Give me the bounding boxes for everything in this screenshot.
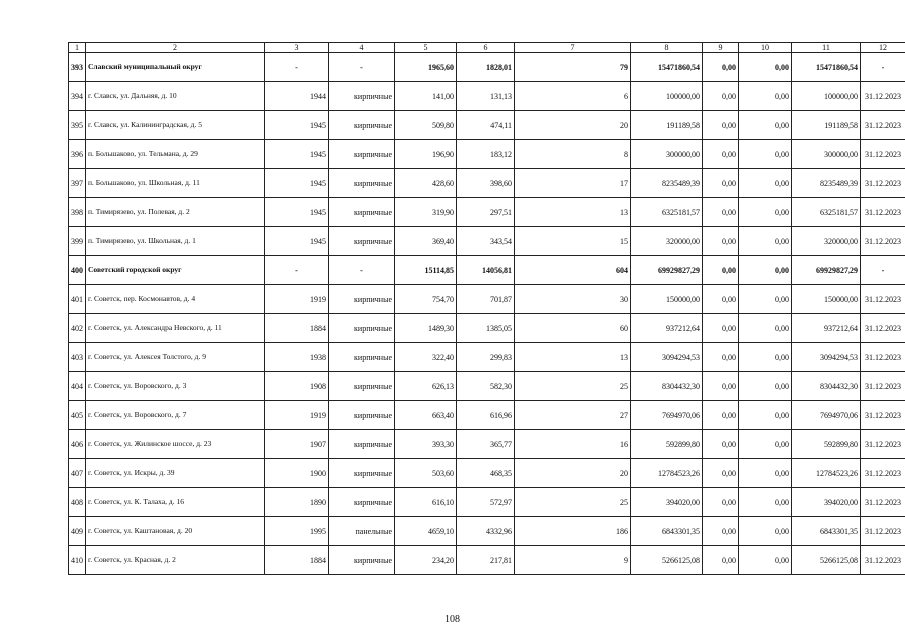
address-cell: г. Славск, ул. Дальняя, д. 10 xyxy=(86,82,265,111)
living-area-cell: 474,11 xyxy=(457,111,515,140)
address-cell: г. Советск, ул. Жилинское шоссе, д. 23 xyxy=(86,430,265,459)
cost-budget-cell: 0,00 xyxy=(739,372,792,401)
table-row xyxy=(69,82,905,111)
living-area-cell: 365,77 xyxy=(457,430,515,459)
completion-date-cell: 31.12.2023 xyxy=(861,314,905,343)
address-cell: п. Тимирязево, ул. Полевая, д. 2 xyxy=(86,198,265,227)
table-row xyxy=(69,401,905,430)
year-cell: 1907 xyxy=(265,430,329,459)
cost-total-cell: 100000,00 xyxy=(631,82,703,111)
material-cell: панельные xyxy=(329,517,395,546)
residents-count-cell: 16 xyxy=(515,430,631,459)
column-number-row xyxy=(69,43,905,53)
cost-total-cell: 69929827,29 xyxy=(631,256,703,285)
cost-budget-cell: 0,00 xyxy=(739,546,792,575)
material-cell: кирпичные xyxy=(329,82,395,111)
material-cell: - xyxy=(329,53,395,82)
total-area-cell: 616,10 xyxy=(395,488,457,517)
cost-budget-cell: 0,00 xyxy=(739,227,792,256)
district-total-row xyxy=(69,53,905,82)
material-cell: кирпичные xyxy=(329,169,395,198)
cost-total-cell: 8304432,30 xyxy=(631,372,703,401)
cost-fund-cell: 0,00 xyxy=(703,169,739,198)
cost-total-cell: 592899,80 xyxy=(631,430,703,459)
material-cell: кирпичные xyxy=(329,343,395,372)
column-number-cell: 10 xyxy=(739,43,792,53)
completion-date-cell: 31.12.2023 xyxy=(861,198,905,227)
cost-fund-cell: 0,00 xyxy=(703,82,739,111)
cost-budget-cell: 0,00 xyxy=(739,169,792,198)
cost-budget-cell: 0,00 xyxy=(739,285,792,314)
cost-fund-cell: 0,00 xyxy=(703,140,739,169)
address-cell: Славский муниципальный округ xyxy=(86,53,265,82)
living-area-cell: 1828,01 xyxy=(457,53,515,82)
material-cell: кирпичные xyxy=(329,198,395,227)
cost-other-cell: 300000,00 xyxy=(792,140,861,169)
cost-fund-cell: 0,00 xyxy=(703,343,739,372)
material-cell: кирпичные xyxy=(329,140,395,169)
year-cell: 1919 xyxy=(265,401,329,430)
completion-date-cell: 31.12.2023 xyxy=(861,343,905,372)
year-cell: 1945 xyxy=(265,111,329,140)
living-area-cell: 14056,81 xyxy=(457,256,515,285)
completion-date-cell: 31.12.2023 xyxy=(861,517,905,546)
cost-total-cell: 394020,00 xyxy=(631,488,703,517)
living-area-cell: 701,87 xyxy=(457,285,515,314)
year-cell: 1919 xyxy=(265,285,329,314)
cost-other-cell: 394020,00 xyxy=(792,488,861,517)
cost-fund-cell: 0,00 xyxy=(703,517,739,546)
row-number-cell: 397 xyxy=(69,169,86,198)
year-cell: - xyxy=(265,256,329,285)
completion-date-cell: 31.12.2023 xyxy=(861,459,905,488)
cost-fund-cell: 0,00 xyxy=(703,401,739,430)
address-cell: г. Советск, ул. Красная, д. 2 xyxy=(86,546,265,575)
cost-budget-cell: 0,00 xyxy=(739,82,792,111)
total-area-cell: 503,60 xyxy=(395,459,457,488)
total-area-cell: 428,60 xyxy=(395,169,457,198)
cost-budget-cell: 0,00 xyxy=(739,140,792,169)
table-row xyxy=(69,430,905,459)
cost-total-cell: 15471860,54 xyxy=(631,53,703,82)
material-cell: кирпичные xyxy=(329,314,395,343)
year-cell: 1945 xyxy=(265,227,329,256)
cost-other-cell: 3094294,53 xyxy=(792,343,861,372)
total-area-cell: 319,90 xyxy=(395,198,457,227)
living-area-cell: 131,13 xyxy=(457,82,515,111)
residents-count-cell: 186 xyxy=(515,517,631,546)
row-number-cell: 396 xyxy=(69,140,86,169)
row-number-cell: 403 xyxy=(69,343,86,372)
row-number-cell: 395 xyxy=(69,111,86,140)
row-number-cell: 409 xyxy=(69,517,86,546)
living-area-cell: 572,97 xyxy=(457,488,515,517)
year-cell: 1890 xyxy=(265,488,329,517)
column-number-cell: 3 xyxy=(265,43,329,53)
total-area-cell: 234,20 xyxy=(395,546,457,575)
cost-total-cell: 6325181,57 xyxy=(631,198,703,227)
completion-date-cell: - xyxy=(861,53,905,82)
cost-fund-cell: 0,00 xyxy=(703,111,739,140)
cost-other-cell: 320000,00 xyxy=(792,227,861,256)
cost-total-cell: 300000,00 xyxy=(631,140,703,169)
completion-date-cell: 31.12.2023 xyxy=(861,82,905,111)
total-area-cell: 1489,30 xyxy=(395,314,457,343)
material-cell: кирпичные xyxy=(329,488,395,517)
cost-other-cell: 12784523,26 xyxy=(792,459,861,488)
address-cell: г. Советск, ул. Каштановая, д. 20 xyxy=(86,517,265,546)
residents-count-cell: 79 xyxy=(515,53,631,82)
cost-fund-cell: 0,00 xyxy=(703,488,739,517)
column-number-cell: 9 xyxy=(703,43,739,53)
cost-budget-cell: 0,00 xyxy=(739,111,792,140)
completion-date-cell: 31.12.2023 xyxy=(861,488,905,517)
cost-other-cell: 7694970,06 xyxy=(792,401,861,430)
table-row xyxy=(69,546,905,575)
column-number-cell: 4 xyxy=(329,43,395,53)
year-cell: 1945 xyxy=(265,198,329,227)
residents-count-cell: 9 xyxy=(515,546,631,575)
address-cell: г. Советск, пер. Космонавтов, д. 4 xyxy=(86,285,265,314)
total-area-cell: 369,40 xyxy=(395,227,457,256)
cost-other-cell: 100000,00 xyxy=(792,82,861,111)
living-area-cell: 217,81 xyxy=(457,546,515,575)
column-number-cell: 8 xyxy=(631,43,703,53)
material-cell: кирпичные xyxy=(329,459,395,488)
residents-count-cell: 20 xyxy=(515,459,631,488)
row-number-cell: 398 xyxy=(69,198,86,227)
completion-date-cell: - xyxy=(861,256,905,285)
row-number-cell: 406 xyxy=(69,430,86,459)
cost-budget-cell: 0,00 xyxy=(739,488,792,517)
material-cell: кирпичные xyxy=(329,111,395,140)
total-area-cell: 754,70 xyxy=(395,285,457,314)
table-row xyxy=(69,314,905,343)
column-number-cell: 11 xyxy=(792,43,861,53)
cost-budget-cell: 0,00 xyxy=(739,256,792,285)
cost-budget-cell: 0,00 xyxy=(739,401,792,430)
cost-fund-cell: 0,00 xyxy=(703,430,739,459)
year-cell: 1908 xyxy=(265,372,329,401)
row-number-cell: 407 xyxy=(69,459,86,488)
year-cell: 1938 xyxy=(265,343,329,372)
year-cell: 1945 xyxy=(265,169,329,198)
cost-budget-cell: 0,00 xyxy=(739,517,792,546)
cost-other-cell: 15471860,54 xyxy=(792,53,861,82)
row-number-cell: 404 xyxy=(69,372,86,401)
residents-count-cell: 17 xyxy=(515,169,631,198)
cost-fund-cell: 0,00 xyxy=(703,256,739,285)
living-area-cell: 183,12 xyxy=(457,140,515,169)
cost-total-cell: 7694970,06 xyxy=(631,401,703,430)
cost-other-cell: 6843301,35 xyxy=(792,517,861,546)
year-cell: 1884 xyxy=(265,546,329,575)
table-row xyxy=(69,227,905,256)
cost-total-cell: 5266125,08 xyxy=(631,546,703,575)
cost-total-cell: 191189,58 xyxy=(631,111,703,140)
address-cell: Советский городской округ xyxy=(86,256,265,285)
living-area-cell: 468,35 xyxy=(457,459,515,488)
year-cell: 1995 xyxy=(265,517,329,546)
table-row xyxy=(69,169,905,198)
total-area-cell: 15114,85 xyxy=(395,256,457,285)
residents-count-cell: 15 xyxy=(515,227,631,256)
total-area-cell: 4659,10 xyxy=(395,517,457,546)
address-cell: п. Большаково, ул. Тельмана, д. 29 xyxy=(86,140,265,169)
year-cell: 1884 xyxy=(265,314,329,343)
cost-total-cell: 8235489,39 xyxy=(631,169,703,198)
living-area-cell: 582,30 xyxy=(457,372,515,401)
cost-total-cell: 320000,00 xyxy=(631,227,703,256)
completion-date-cell: 31.12.2023 xyxy=(861,401,905,430)
cost-fund-cell: 0,00 xyxy=(703,314,739,343)
register-table xyxy=(68,42,905,575)
district-total-row xyxy=(69,256,905,285)
year-cell: 1945 xyxy=(265,140,329,169)
address-cell: г. Славск, ул. Калининградская, д. 5 xyxy=(86,111,265,140)
year-cell: - xyxy=(265,53,329,82)
year-cell: 1900 xyxy=(265,459,329,488)
material-cell: кирпичные xyxy=(329,430,395,459)
residents-count-cell: 27 xyxy=(515,401,631,430)
cost-other-cell: 8304432,30 xyxy=(792,372,861,401)
column-number-cell: 6 xyxy=(457,43,515,53)
completion-date-cell: 31.12.2023 xyxy=(861,140,905,169)
cost-fund-cell: 0,00 xyxy=(703,285,739,314)
cost-budget-cell: 0,00 xyxy=(739,198,792,227)
cost-total-cell: 12784523,26 xyxy=(631,459,703,488)
residents-count-cell: 25 xyxy=(515,488,631,517)
cost-other-cell: 8235489,39 xyxy=(792,169,861,198)
completion-date-cell: 31.12.2023 xyxy=(861,546,905,575)
address-cell: г. Советск, ул. Искры, д. 39 xyxy=(86,459,265,488)
total-area-cell: 663,40 xyxy=(395,401,457,430)
cost-other-cell: 937212,64 xyxy=(792,314,861,343)
table-row xyxy=(69,343,905,372)
total-area-cell: 322,40 xyxy=(395,343,457,372)
cost-fund-cell: 0,00 xyxy=(703,459,739,488)
cost-budget-cell: 0,00 xyxy=(739,459,792,488)
cost-other-cell: 6325181,57 xyxy=(792,198,861,227)
material-cell: кирпичные xyxy=(329,372,395,401)
cost-other-cell: 592899,80 xyxy=(792,430,861,459)
row-number-cell: 402 xyxy=(69,314,86,343)
column-number-cell: 1 xyxy=(69,43,86,53)
material-cell: кирпичные xyxy=(329,227,395,256)
column-number-cell: 7 xyxy=(515,43,631,53)
living-area-cell: 297,51 xyxy=(457,198,515,227)
completion-date-cell: 31.12.2023 xyxy=(861,169,905,198)
total-area-cell: 141,00 xyxy=(395,82,457,111)
address-cell: г. Советск, ул. К. Талаха, д. 16 xyxy=(86,488,265,517)
material-cell: кирпичные xyxy=(329,285,395,314)
completion-date-cell: 31.12.2023 xyxy=(861,430,905,459)
table-row xyxy=(69,459,905,488)
address-cell: г. Советск, ул. Александра Невского, д. 11 xyxy=(86,314,265,343)
total-area-cell: 1965,60 xyxy=(395,53,457,82)
row-number-cell: 410 xyxy=(69,546,86,575)
completion-date-cell: 31.12.2023 xyxy=(861,285,905,314)
cost-fund-cell: 0,00 xyxy=(703,227,739,256)
address-cell: г. Советск, ул. Воровского, д. 3 xyxy=(86,372,265,401)
living-area-cell: 4332,96 xyxy=(457,517,515,546)
material-cell: кирпичные xyxy=(329,401,395,430)
completion-date-cell: 31.12.2023 xyxy=(861,227,905,256)
cost-total-cell: 150000,00 xyxy=(631,285,703,314)
register-table-body xyxy=(69,43,905,575)
residents-count-cell: 13 xyxy=(515,343,631,372)
row-number-cell: 393 xyxy=(69,53,86,82)
cost-budget-cell: 0,00 xyxy=(739,430,792,459)
cost-fund-cell: 0,00 xyxy=(703,53,739,82)
table-row xyxy=(69,372,905,401)
cost-other-cell: 5266125,08 xyxy=(792,546,861,575)
row-number-cell: 405 xyxy=(69,401,86,430)
cost-other-cell: 191189,58 xyxy=(792,111,861,140)
living-area-cell: 398,60 xyxy=(457,169,515,198)
total-area-cell: 393,30 xyxy=(395,430,457,459)
cost-total-cell: 3094294,53 xyxy=(631,343,703,372)
cost-budget-cell: 0,00 xyxy=(739,314,792,343)
row-number-cell: 401 xyxy=(69,285,86,314)
column-number-cell: 2 xyxy=(86,43,265,53)
page-number: 108 xyxy=(445,614,460,625)
column-number-cell: 12 xyxy=(861,43,905,53)
table-row xyxy=(69,285,905,314)
address-cell: п. Большаково, ул. Школьная, д. 11 xyxy=(86,169,265,198)
living-area-cell: 616,96 xyxy=(457,401,515,430)
table-row xyxy=(69,517,905,546)
table-row xyxy=(69,111,905,140)
cost-fund-cell: 0,00 xyxy=(703,372,739,401)
address-cell: п. Тимирязево, ул. Школьная, д. 1 xyxy=(86,227,265,256)
cost-other-cell: 69929827,29 xyxy=(792,256,861,285)
material-cell: - xyxy=(329,256,395,285)
column-number-cell: 5 xyxy=(395,43,457,53)
residents-count-cell: 60 xyxy=(515,314,631,343)
row-number-cell: 394 xyxy=(69,82,86,111)
row-number-cell: 400 xyxy=(69,256,86,285)
table-row xyxy=(69,488,905,517)
residents-count-cell: 13 xyxy=(515,198,631,227)
total-area-cell: 196,90 xyxy=(395,140,457,169)
row-number-cell: 399 xyxy=(69,227,86,256)
material-cell: кирпичные xyxy=(329,546,395,575)
completion-date-cell: 31.12.2023 xyxy=(861,111,905,140)
row-number-cell: 408 xyxy=(69,488,86,517)
living-area-cell: 299,83 xyxy=(457,343,515,372)
table-row xyxy=(69,140,905,169)
address-cell: г. Советск, ул. Алексея Толстого, д. 9 xyxy=(86,343,265,372)
cost-fund-cell: 0,00 xyxy=(703,546,739,575)
completion-date-cell: 31.12.2023 xyxy=(861,372,905,401)
year-cell: 1944 xyxy=(265,82,329,111)
cost-total-cell: 6843301,35 xyxy=(631,517,703,546)
residents-count-cell: 30 xyxy=(515,285,631,314)
cost-fund-cell: 0,00 xyxy=(703,198,739,227)
living-area-cell: 343,54 xyxy=(457,227,515,256)
residents-count-cell: 6 xyxy=(515,82,631,111)
total-area-cell: 626,13 xyxy=(395,372,457,401)
cost-budget-cell: 0,00 xyxy=(739,343,792,372)
residents-count-cell: 8 xyxy=(515,140,631,169)
cost-total-cell: 937212,64 xyxy=(631,314,703,343)
residents-count-cell: 25 xyxy=(515,372,631,401)
register-table-container xyxy=(68,42,905,575)
living-area-cell: 1385,05 xyxy=(457,314,515,343)
cost-other-cell: 150000,00 xyxy=(792,285,861,314)
residents-count-cell: 20 xyxy=(515,111,631,140)
address-cell: г. Советск, ул. Воровского, д. 7 xyxy=(86,401,265,430)
residents-count-cell: 604 xyxy=(515,256,631,285)
total-area-cell: 509,80 xyxy=(395,111,457,140)
cost-budget-cell: 0,00 xyxy=(739,53,792,82)
table-row xyxy=(69,198,905,227)
